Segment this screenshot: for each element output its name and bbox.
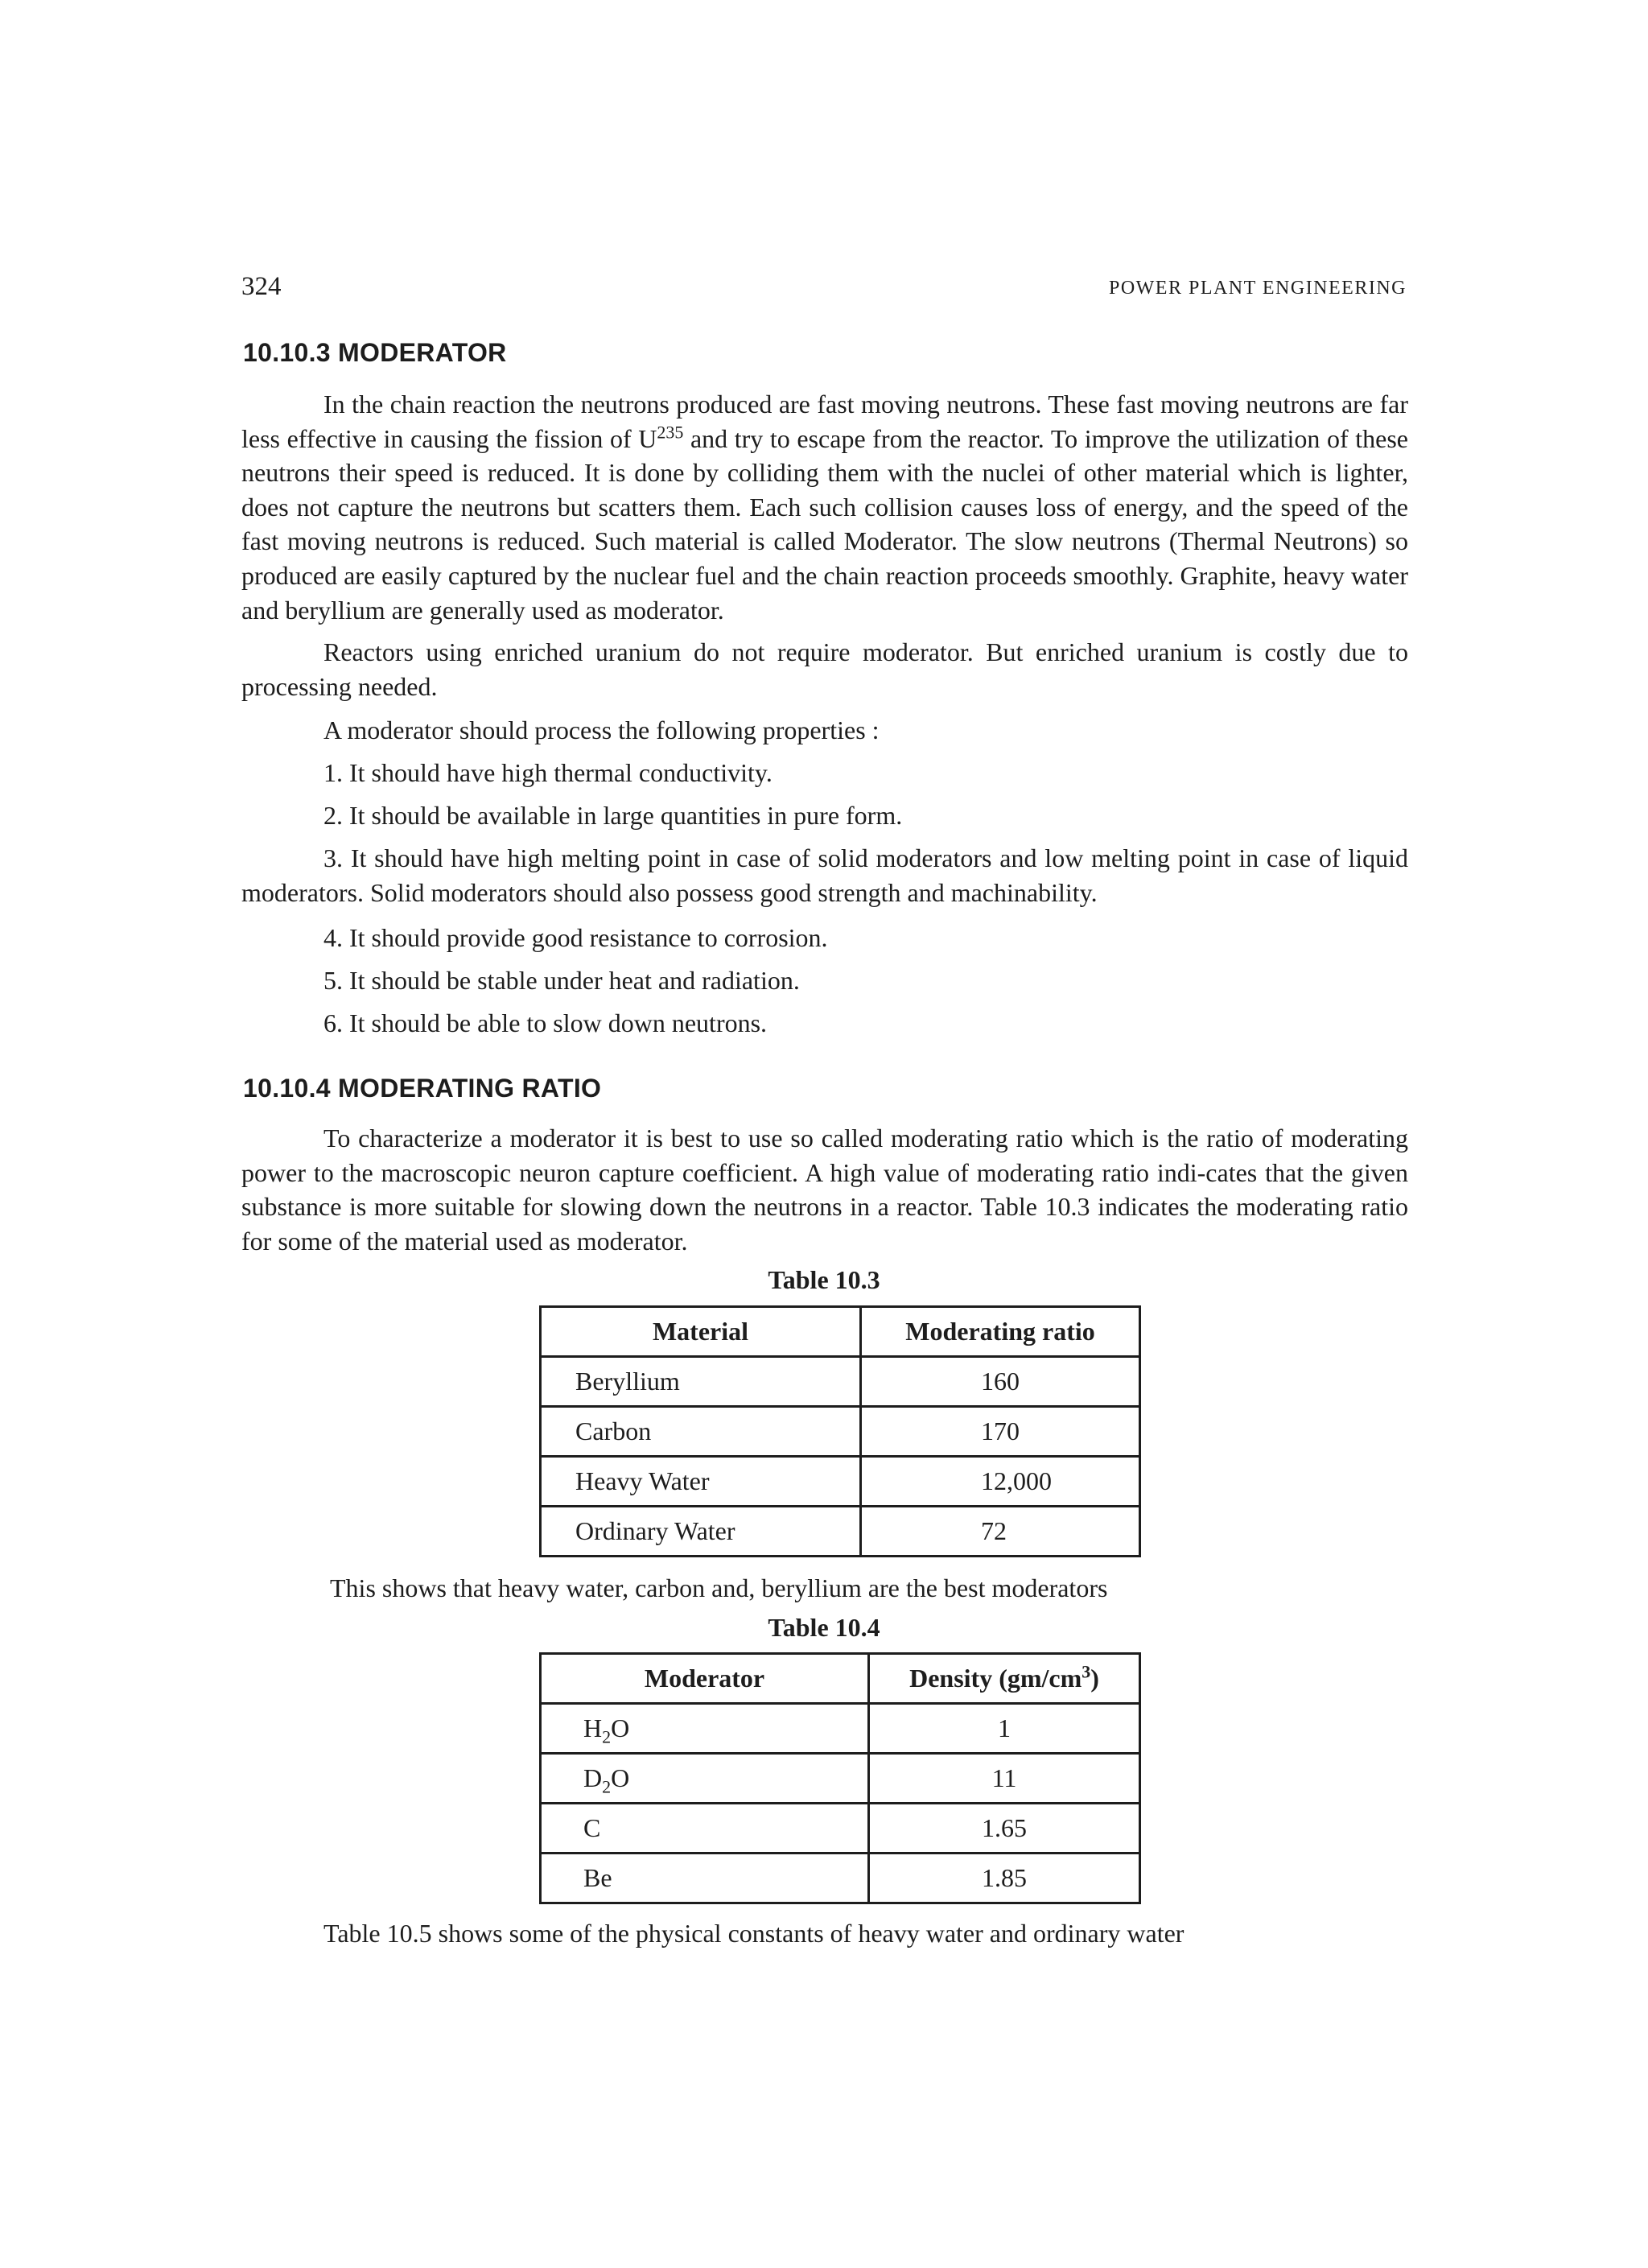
running-head [241, 272, 1407, 312]
moderator-text [241, 387, 1408, 703]
table-10-4-caption: Table 10.4 [768, 1613, 880, 1642]
column-header-moderating-ratio: Moderating ratio [861, 1307, 1140, 1357]
moderating-ratio-text [241, 1121, 1408, 1258]
moderator-cell: C [541, 1804, 869, 1854]
moderator-cell: Be [541, 1854, 869, 1903]
ratio-cell: 12,000 [861, 1457, 1140, 1507]
ratio-cell: 170 [861, 1407, 1140, 1457]
best-moderators-note: This shows that heavy water, carbon and, beryllium are the best moderators [330, 1573, 1108, 1602]
paragraph-fast-neutrons: In the chain reaction the neutrons produced are fast moving neutrons. These fast moving neutrons are far less effective in causing the fission of $U^{235}$ and try to escape from the reactor. To improve the utilization of these neutrons their speed is reduced. It is done by colliding them with the nuclei of other material which is lighter, does not capture the neutrons but scatters them. Each such collision causes loss of energy, and the speed of the fast moving neutrons is reduced. Such material is called Moderator. The slow neutrons (Thermal Neutrons) so produced are easily captured by the nuclear fuel and the chain reaction proceeds smoothly. Graphite, heavy water and beryllium are generally used as moderator. [241, 390, 1409, 625]
paragraph-moderating-ratio: To characterize a moderator it is best to use so called moderating ratio which is the ratio of moderating power to the macroscopic neuron capture coefficient. A high value of moderating ratio indi-cates that the given substance is more suitable for slowing down the neutrons in a reactor. Table 10.3 indicates the moderating ratio for some of the material used as moderator. [241, 1124, 1408, 1256]
list-item: 5. It should be stable under heat and radiation. [323, 966, 800, 995]
material-cell: Carbon [541, 1407, 861, 1457]
ratio-cell: 160 [861, 1357, 1140, 1407]
density-cell: 11 [869, 1754, 1140, 1804]
list-item: 4. It should provide good resistance to corrosion. [323, 923, 828, 952]
list-item: 3. It should have high melting point in case of solid moderators and low melting point in case of liquid moderators. Solid moderators should also possess good strength and machinability. [241, 843, 1408, 907]
table-row [541, 1854, 1140, 1903]
table-row [541, 1704, 1140, 1754]
density-cell: 1.85 [869, 1854, 1140, 1903]
list-item: 1. It should have high thermal conductivity. [323, 758, 772, 787]
superscript-235: 235 [657, 421, 684, 442]
list-item-wrapped [241, 841, 1408, 909]
material-cell: Ordinary Water [541, 1507, 861, 1557]
column-header-density: Density $(gm/cm^3)$ [869, 1654, 1140, 1704]
book-title: POWER PLANT ENGINEERING [1108, 278, 1407, 299]
ratio-cell: 72 [861, 1507, 1140, 1557]
column-header-moderator: Moderator [541, 1654, 869, 1704]
material-cell: Beryllium [541, 1357, 861, 1407]
table-10-3-caption: Table 10.3 [768, 1265, 880, 1294]
table-header-row [541, 1654, 1140, 1704]
properties-list-continued [323, 921, 1408, 1049]
table-row [541, 1804, 1140, 1854]
table-moderating-ratio [539, 1305, 1141, 1557]
paragraph-enriched-uranium: Reactors using enriched uranium do not require moderator. But enriched uranium is costly due to processing needed. [241, 637, 1408, 701]
list-item: 6. It should be able to slow down neutrons. [323, 1008, 768, 1037]
table-moderator-density [539, 1652, 1141, 1904]
table-row [541, 1507, 1140, 1557]
section-heading-moderating-ratio: 10.10.4 MODERATING RATIO [243, 1074, 602, 1103]
density-cell: 1.65 [869, 1804, 1140, 1854]
table-row [541, 1457, 1140, 1507]
table-row [541, 1357, 1140, 1407]
page-number: 324 [241, 272, 282, 301]
table-header-row [541, 1307, 1140, 1357]
section-heading-moderator: 10.10.3 MODERATOR [243, 338, 507, 367]
properties-list [323, 713, 1408, 841]
moderator-cell: $D_2O$ [541, 1754, 869, 1804]
closing-line: Table 10.5 shows some of the physical constants of heavy water and ordinary water [323, 1919, 1184, 1948]
list-item: 2. It should be available in large quantities in pure form. [323, 801, 903, 830]
moderator-cell: $H_2O$ [541, 1704, 869, 1754]
column-header-material: Material [541, 1307, 861, 1357]
material-cell: Heavy Water [541, 1457, 861, 1507]
table-row [541, 1407, 1140, 1457]
density-cell: 1 [869, 1704, 1140, 1754]
list-intro: A moderator should process the following properties : [323, 715, 880, 744]
table-row [541, 1754, 1140, 1804]
